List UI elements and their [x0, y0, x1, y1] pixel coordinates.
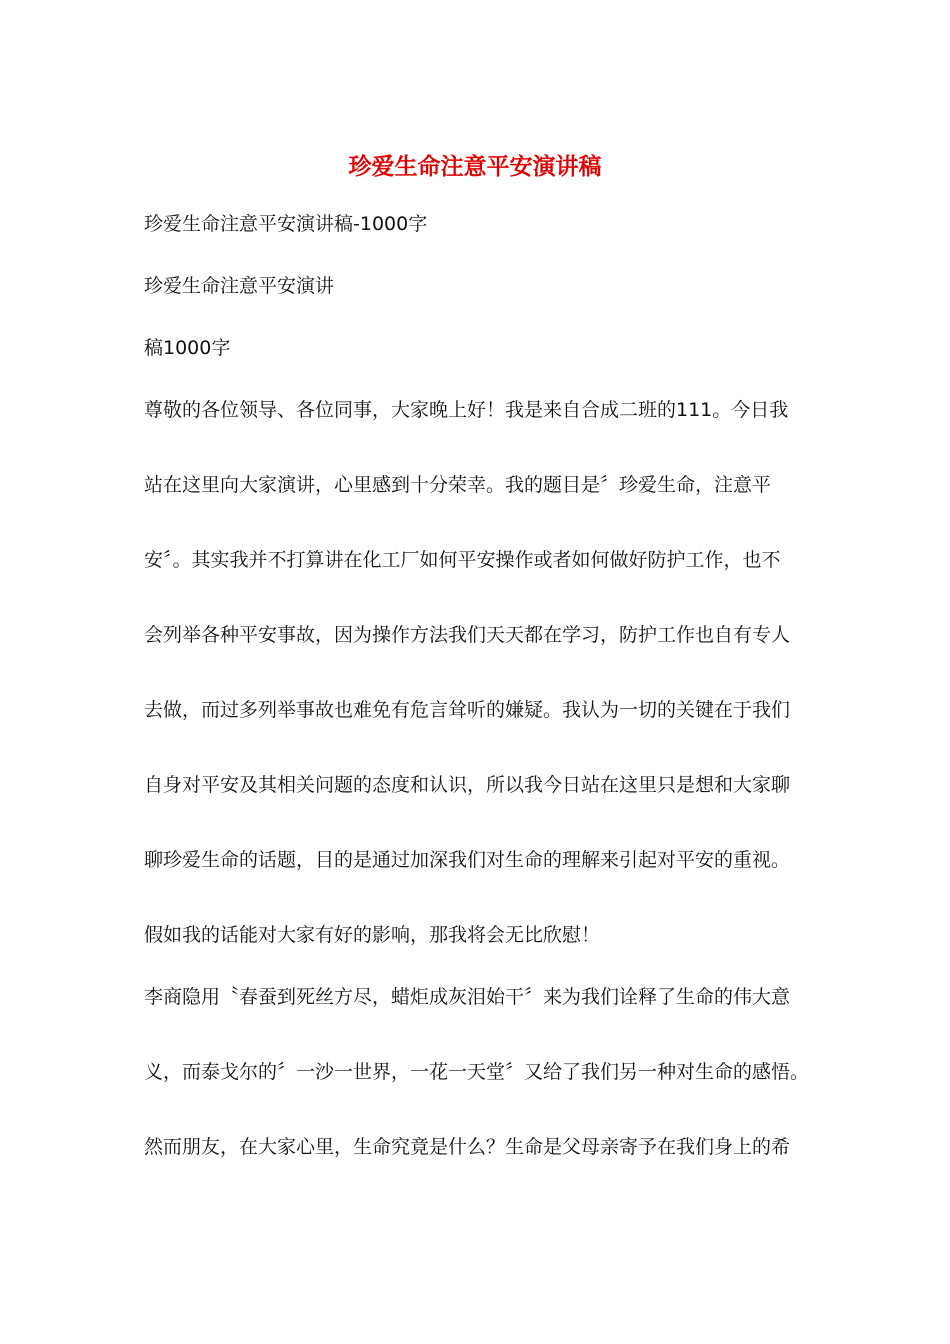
text-line: 然而朋友，在大家心里，生命究竟是什么？生命是父母亲寄予在我们身上的希: [144, 1136, 791, 1158]
text-line: 去做，而过多列举事故也难免有危言耸听的嫌疑。我认为一切的关键在于我们: [144, 699, 791, 721]
text-line: 稿1000字: [144, 337, 231, 359]
text-line: 站在这里向大家演讲，心里感到十分荣幸。我的题目是〞珍爱生命，注意平: [144, 474, 772, 496]
text-line: 李商隐用〝春蚕到死丝方尽，蜡炬成灰泪始干〞来为我们诠释了生命的伟大意: [144, 986, 791, 1008]
text-line: 聊珍爱生命的话题，目的是通过加深我们对生命的理解来引起对平安的重视。: [144, 849, 791, 871]
text-line: 安〞。其实我并不打算讲在化工厂如何平安操作或者如何做好防护工作，也不: [144, 549, 781, 571]
text-line: 珍爱生命注意平安演讲: [144, 275, 335, 297]
text-line: 自身对平安及其相关问题的态度和认识，所以我今日站在这里只是想和大家聊: [144, 774, 791, 796]
text-line: 假如我的话能对大家有好的影响，那我将会无比欣慰！: [144, 924, 601, 946]
document-title: 珍爱生命注意平安演讲稿: [348, 153, 602, 180]
text-line: 珍爱生命注意平安演讲稿-1000字: [144, 213, 428, 235]
text-line: 义，而泰戈尔的〞一沙一世界，一花一天堂〞又给了我们另一种对生命的感悟。: [144, 1061, 810, 1083]
text-line: 尊敬的各位领导、各位同事，大家晚上好！我是来自合成二班的111。今日我: [144, 399, 789, 421]
text-line: 会列举各种平安事故，因为操作方法我们天天都在学习，防护工作也自有专人: [144, 624, 791, 646]
